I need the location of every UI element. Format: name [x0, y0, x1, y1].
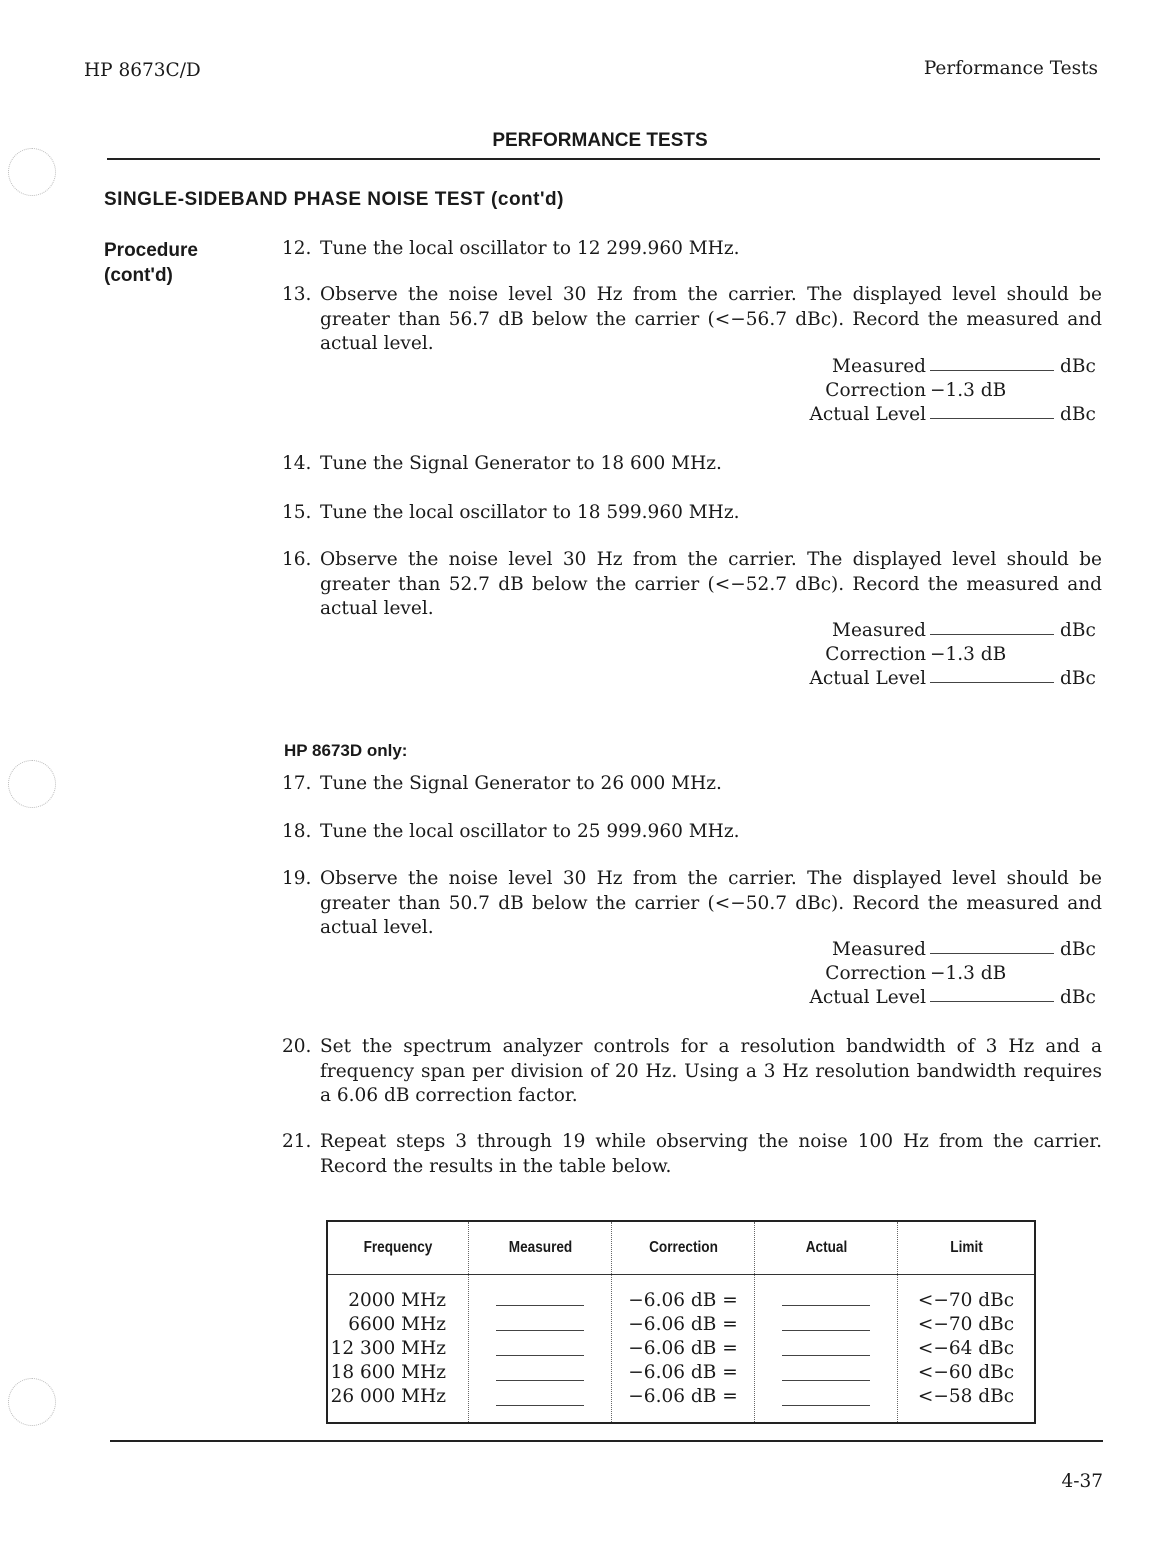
frequency-cell: 2000 MHz 6600 MHz 12 300 MHz 18 600 MHz 26 000 MHz [327, 1275, 469, 1424]
blank-line [782, 1314, 870, 1331]
footer-rule [110, 1440, 1103, 1442]
col-actual: Actual [765, 1221, 887, 1275]
blank-line [496, 1364, 584, 1381]
step-17: 17. Tune the Signal Generator to 26 000 MHz. [282, 773, 722, 794]
section-heading: SINGLE-SIDEBAND PHASE NOISE TEST (cont'd) [104, 189, 564, 210]
col-correction: Correction [622, 1221, 744, 1275]
punch-hole [8, 760, 56, 808]
blank-line [496, 1339, 584, 1356]
blank-line [782, 1389, 870, 1406]
page-number: 4-37 [1061, 1471, 1103, 1492]
punch-hole [8, 1378, 56, 1426]
step-18: 18. Tune the local oscillator to 25 999.960 MHz. [282, 821, 740, 842]
blank-line [782, 1289, 870, 1306]
actual-blank [930, 667, 1054, 683]
col-limit: Limit [908, 1221, 1025, 1275]
correction-cell: −6.06 dB = −6.06 dB = −6.06 dB = −6.06 dB = −6.06 dB = [612, 1275, 755, 1424]
blank-line [782, 1364, 870, 1381]
step-19: 19. Observe the noise level 30 Hz from the carrier. The displayed level should be greater than 50.7 dB below the carrier (<−50.7 dBc). Record the measured and actual level. [282, 868, 1102, 938]
title-rule [107, 158, 1100, 160]
header-right: Performance Tests [923, 58, 1098, 79]
blank-line [496, 1289, 584, 1306]
measured-blank [930, 355, 1054, 371]
page-title: PERFORMANCE TESTS [492, 130, 708, 151]
actual-blank [930, 986, 1054, 1002]
measured-cell [469, 1275, 612, 1424]
record-block-19: Measured dBc Correction −1.3 dB Actual Level dBc [809, 939, 1096, 1008]
results-table [326, 1220, 1036, 1424]
blank-line [496, 1389, 584, 1406]
step-15: 15. Tune the local oscillator to 18 599.960 MHz. [282, 502, 740, 523]
measured-blank [930, 938, 1054, 954]
subheading-hp8673d: HP 8673D only: [284, 741, 408, 760]
step-16: 16. Observe the noise level 30 Hz from the carrier. The displayed level should be greater than 52.7 dB below the carrier (<−52.7 dBc). Record the measured and actual level. [282, 549, 1102, 619]
step-20: 20. Set the spectrum analyzer controls for a resolution bandwidth of 3 Hz and a frequency span per division of 20 Hz. Using a 3 Hz resolution bandwidth requires a 6.06 dB correction factor. [282, 1036, 1102, 1106]
measured-blank [930, 619, 1054, 635]
limit-cell: <−70 dBc <−70 dBc <−64 dBc <−60 dBc <−58 dBc [898, 1275, 1036, 1424]
actual-cell [755, 1275, 898, 1424]
col-frequency: Frequency [338, 1221, 458, 1275]
blank-line [496, 1314, 584, 1331]
record-block-16: Measured dBc Correction −1.3 dB Actual Level dBc [809, 620, 1096, 689]
step-21: 21. Repeat steps 3 through 19 while observing the noise 100 Hz from the carrier. Record the results in the table below. [282, 1131, 1102, 1177]
punch-hole [8, 148, 56, 196]
side-heading: Procedure (cont'd) [104, 240, 198, 286]
header-left: HP 8673C/D [84, 60, 201, 81]
step-13: 13. Observe the noise level 30 Hz from the carrier. The displayed level should be greater than 56.7 dB below the carrier (<−56.7 dBc). Record the measured and actual level. [282, 284, 1102, 354]
actual-blank [930, 403, 1054, 419]
col-measured: Measured [479, 1221, 601, 1275]
record-block-13: Measured dBc Correction −1.3 dB Actual Level dBc [809, 356, 1096, 425]
blank-line [782, 1339, 870, 1356]
step-12: 12. Tune the local oscillator to 12 299.960 MHz. [282, 238, 740, 259]
step-14: 14. Tune the Signal Generator to 18 600 MHz. [282, 453, 722, 474]
